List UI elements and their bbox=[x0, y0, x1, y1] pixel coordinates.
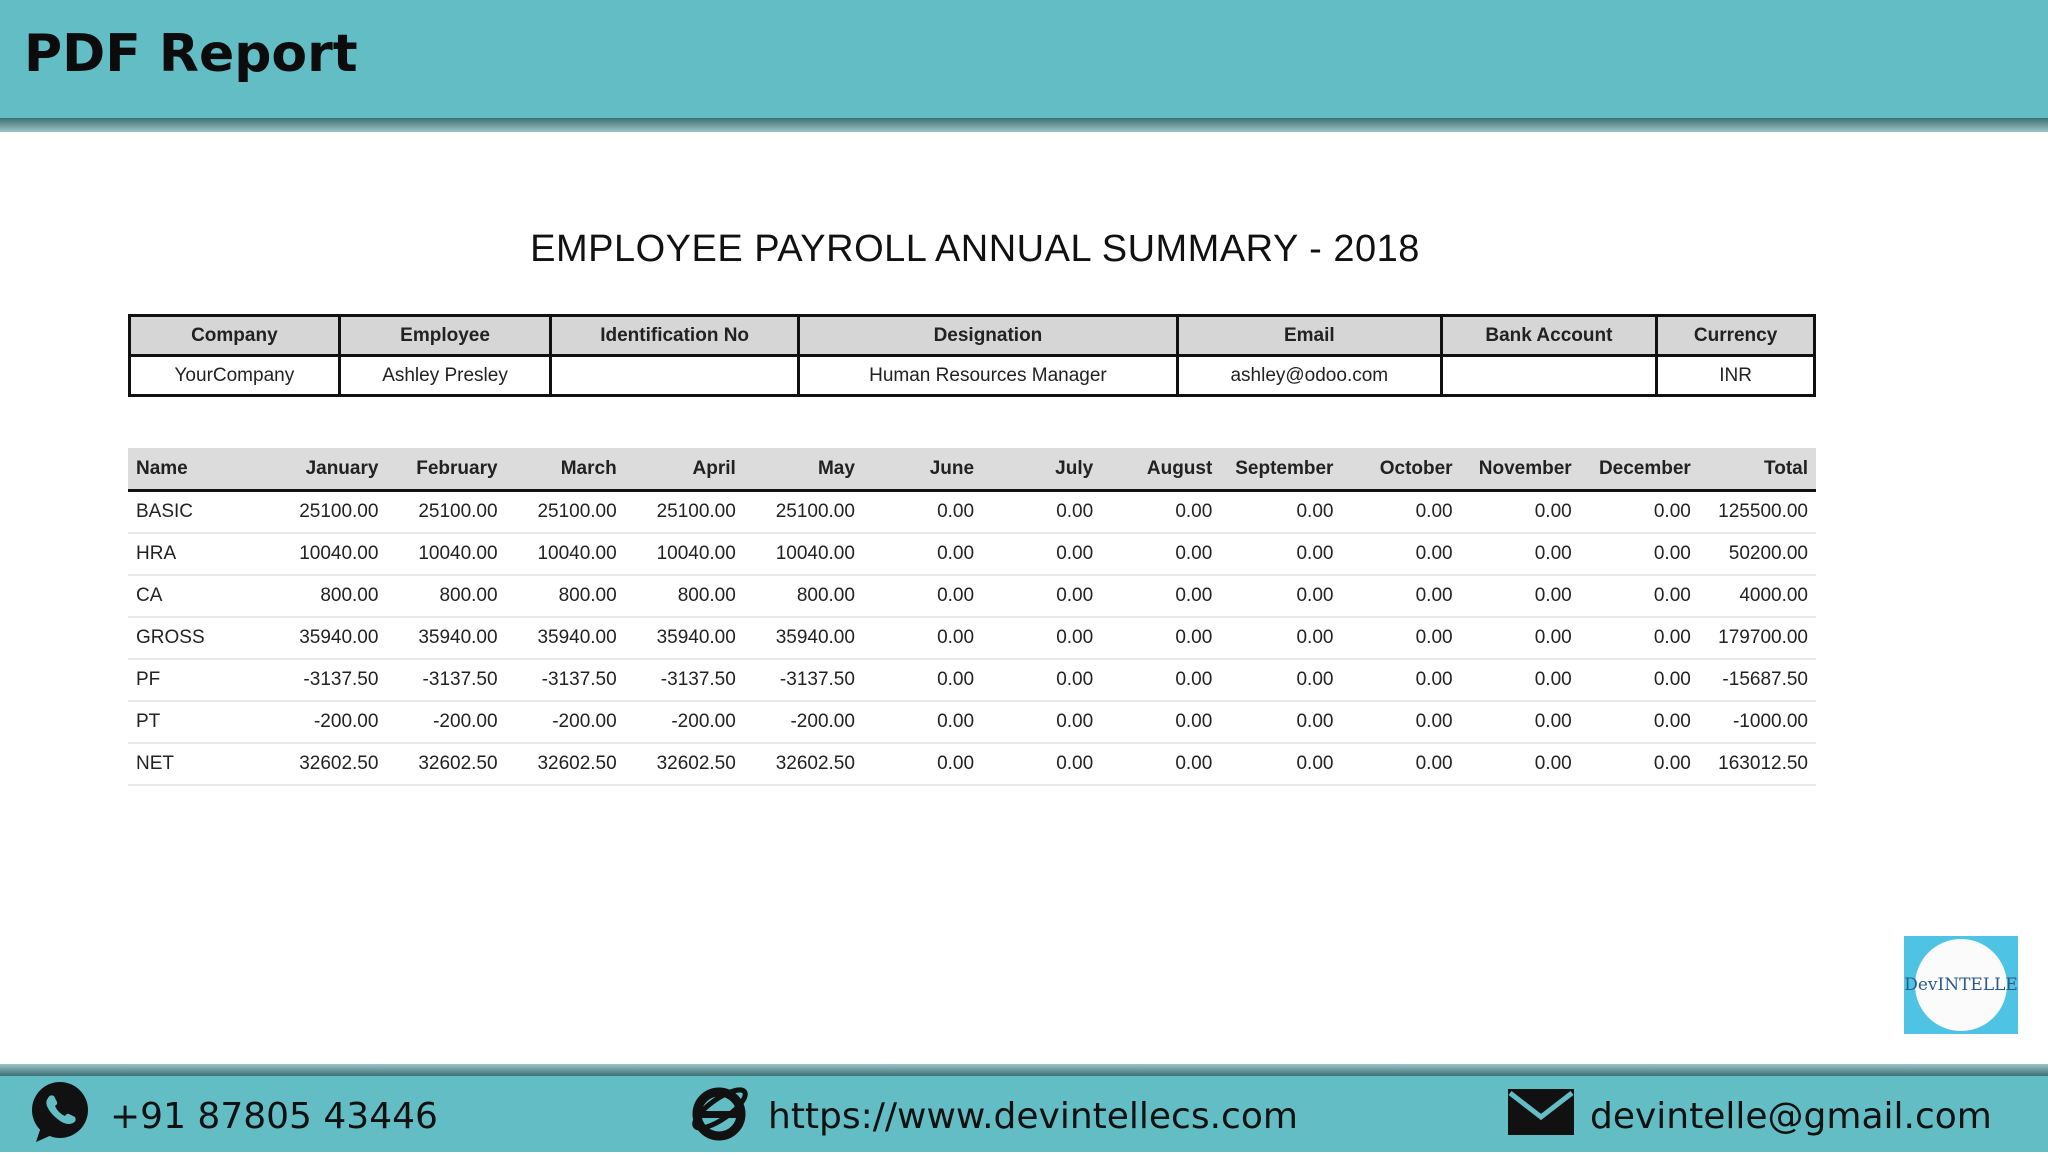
whatsapp-icon bbox=[26, 1078, 110, 1155]
summary-cell-october: 0.00 bbox=[1341, 533, 1460, 575]
envelope-icon bbox=[1508, 1085, 1590, 1148]
summary-cell-march: 800.00 bbox=[506, 575, 625, 617]
info-value-email: ashley@odoo.com bbox=[1177, 356, 1441, 396]
summary-cell-february: 25100.00 bbox=[386, 491, 505, 534]
summary-cell-name: NET bbox=[128, 743, 267, 785]
summary-cell-november: 0.00 bbox=[1461, 575, 1580, 617]
summary-header-december: December bbox=[1580, 448, 1699, 491]
top-banner-shadow bbox=[0, 118, 2048, 132]
summary-cell-april: 32602.50 bbox=[625, 743, 744, 785]
summary-cell-may: 10040.00 bbox=[744, 533, 863, 575]
summary-cell-january: -200.00 bbox=[267, 701, 386, 743]
summary-row-net bbox=[128, 743, 1816, 785]
summary-cell-name: PF bbox=[128, 659, 267, 701]
summary-cell-january: -3137.50 bbox=[267, 659, 386, 701]
summary-cell-name: PT bbox=[128, 701, 267, 743]
summary-cell-september: 0.00 bbox=[1220, 491, 1341, 534]
summary-cell-june: 0.00 bbox=[863, 575, 982, 617]
summary-cell-may: 800.00 bbox=[744, 575, 863, 617]
summary-cell-march: 10040.00 bbox=[506, 533, 625, 575]
summary-header-april: April bbox=[625, 448, 744, 491]
summary-cell-december: 0.00 bbox=[1580, 743, 1699, 785]
summary-cell-october: 0.00 bbox=[1341, 743, 1460, 785]
summary-cell-july: 0.00 bbox=[982, 743, 1101, 785]
info-value-employee: Ashley Presley bbox=[339, 356, 551, 396]
summary-row-pf bbox=[128, 659, 1816, 701]
summary-cell-total: 50200.00 bbox=[1699, 533, 1816, 575]
summary-row-gross bbox=[128, 617, 1816, 659]
summary-cell-name: CA bbox=[128, 575, 267, 617]
summary-cell-july: 0.00 bbox=[982, 575, 1101, 617]
summary-cell-october: 0.00 bbox=[1341, 491, 1460, 534]
summary-cell-september: 0.00 bbox=[1220, 701, 1341, 743]
summary-cell-february: -200.00 bbox=[386, 701, 505, 743]
summary-cell-total: 4000.00 bbox=[1699, 575, 1816, 617]
summary-cell-september: 0.00 bbox=[1220, 575, 1341, 617]
footer-email[interactable] bbox=[1508, 1086, 1992, 1146]
summary-cell-january: 32602.50 bbox=[267, 743, 386, 785]
summary-cell-september: 0.00 bbox=[1220, 659, 1341, 701]
summary-header-august: August bbox=[1101, 448, 1220, 491]
summary-cell-june: 0.00 bbox=[863, 743, 982, 785]
summary-cell-january: 10040.00 bbox=[267, 533, 386, 575]
summary-row-ca bbox=[128, 575, 1816, 617]
summary-cell-september: 0.00 bbox=[1220, 617, 1341, 659]
summary-cell-april: 10040.00 bbox=[625, 533, 744, 575]
summary-cell-november: 0.00 bbox=[1461, 743, 1580, 785]
website-link[interactable]: https://www.devintellecs.com bbox=[768, 1095, 1298, 1137]
summary-cell-august: 0.00 bbox=[1101, 701, 1220, 743]
summary-cell-april: -200.00 bbox=[625, 701, 744, 743]
info-header-currency: Currency bbox=[1657, 316, 1815, 356]
summary-header-february: February bbox=[386, 448, 505, 491]
summary-cell-february: 10040.00 bbox=[386, 533, 505, 575]
phone-number: +91 87805 43446 bbox=[110, 1095, 438, 1137]
devintelle-logo bbox=[1904, 936, 2018, 1034]
info-value-designation: Human Resources Manager bbox=[798, 356, 1177, 396]
summary-cell-october: 0.00 bbox=[1341, 617, 1460, 659]
summary-cell-july: 0.00 bbox=[982, 659, 1101, 701]
summary-cell-july: 0.00 bbox=[982, 491, 1101, 534]
info-header-email: Email bbox=[1177, 316, 1441, 356]
summary-cell-april: 800.00 bbox=[625, 575, 744, 617]
summary-header-july: July bbox=[982, 448, 1101, 491]
info-header-employee: Employee bbox=[339, 316, 551, 356]
summary-cell-december: 0.00 bbox=[1580, 533, 1699, 575]
summary-cell-total: 163012.50 bbox=[1699, 743, 1816, 785]
internet-explorer-icon bbox=[686, 1079, 768, 1154]
email-link[interactable]: devintelle@gmail.com bbox=[1590, 1095, 1992, 1137]
summary-cell-february: 35940.00 bbox=[386, 617, 505, 659]
summary-cell-name: BASIC bbox=[128, 491, 267, 534]
summary-cell-june: 0.00 bbox=[863, 533, 982, 575]
summary-cell-name: GROSS bbox=[128, 617, 267, 659]
summary-cell-august: 0.00 bbox=[1101, 575, 1220, 617]
summary-cell-may: 25100.00 bbox=[744, 491, 863, 534]
summary-cell-december: 0.00 bbox=[1580, 491, 1699, 534]
footer-website[interactable] bbox=[686, 1086, 1298, 1146]
info-value-row bbox=[130, 356, 1815, 396]
summary-cell-november: 0.00 bbox=[1461, 617, 1580, 659]
summary-cell-may: -200.00 bbox=[744, 701, 863, 743]
summary-cell-july: 0.00 bbox=[982, 533, 1101, 575]
summary-cell-november: 0.00 bbox=[1461, 491, 1580, 534]
summary-cell-december: 0.00 bbox=[1580, 701, 1699, 743]
summary-cell-august: 0.00 bbox=[1101, 659, 1220, 701]
report-title: EMPLOYEE PAYROLL ANNUAL SUMMARY - 2018 bbox=[530, 228, 1420, 270]
summary-cell-december: 0.00 bbox=[1580, 617, 1699, 659]
summary-cell-february: -3137.50 bbox=[386, 659, 505, 701]
summary-cell-total: -15687.50 bbox=[1699, 659, 1816, 701]
summary-cell-may: -3137.50 bbox=[744, 659, 863, 701]
info-header-identification-no: Identification No bbox=[551, 316, 799, 356]
summary-header-row bbox=[128, 448, 1816, 491]
summary-cell-december: 0.00 bbox=[1580, 659, 1699, 701]
info-header-bank-account: Bank Account bbox=[1441, 316, 1657, 356]
summary-cell-june: 0.00 bbox=[863, 701, 982, 743]
summary-cell-august: 0.00 bbox=[1101, 533, 1220, 575]
summary-cell-september: 0.00 bbox=[1220, 743, 1341, 785]
summary-cell-total: 125500.00 bbox=[1699, 491, 1816, 534]
employee-info-table bbox=[128, 314, 1816, 397]
summary-cell-total: 179700.00 bbox=[1699, 617, 1816, 659]
summary-header-name: Name bbox=[128, 448, 267, 491]
summary-cell-january: 25100.00 bbox=[267, 491, 386, 534]
summary-row-pt bbox=[128, 701, 1816, 743]
summary-cell-march: -3137.50 bbox=[506, 659, 625, 701]
footer-phone bbox=[26, 1086, 438, 1146]
summary-cell-july: 0.00 bbox=[982, 617, 1101, 659]
summary-header-total: Total bbox=[1699, 448, 1816, 491]
summary-cell-may: 32602.50 bbox=[744, 743, 863, 785]
info-value-bank-account bbox=[1441, 356, 1657, 396]
summary-header-june: June bbox=[863, 448, 982, 491]
info-header-designation: Designation bbox=[798, 316, 1177, 356]
summary-cell-total: -1000.00 bbox=[1699, 701, 1816, 743]
info-header-company: Company bbox=[130, 316, 340, 356]
summary-cell-june: 0.00 bbox=[863, 491, 982, 534]
summary-cell-february: 32602.50 bbox=[386, 743, 505, 785]
summary-cell-april: 25100.00 bbox=[625, 491, 744, 534]
summary-header-may: May bbox=[744, 448, 863, 491]
summary-cell-november: 0.00 bbox=[1461, 533, 1580, 575]
summary-cell-january: 800.00 bbox=[267, 575, 386, 617]
summary-header-november: November bbox=[1461, 448, 1580, 491]
info-header-row bbox=[130, 316, 1815, 356]
summary-cell-july: 0.00 bbox=[982, 701, 1101, 743]
summary-cell-august: 0.00 bbox=[1101, 617, 1220, 659]
summary-cell-august: 0.00 bbox=[1101, 491, 1220, 534]
info-value-identification-no bbox=[551, 356, 799, 396]
payroll-summary-table bbox=[128, 448, 1816, 786]
summary-cell-august: 0.00 bbox=[1101, 743, 1220, 785]
summary-cell-february: 800.00 bbox=[386, 575, 505, 617]
summary-cell-november: 0.00 bbox=[1461, 659, 1580, 701]
summary-body bbox=[128, 491, 1816, 786]
summary-cell-january: 35940.00 bbox=[267, 617, 386, 659]
summary-header-january: January bbox=[267, 448, 386, 491]
summary-cell-november: 0.00 bbox=[1461, 701, 1580, 743]
summary-cell-march: 25100.00 bbox=[506, 491, 625, 534]
info-value-currency: INR bbox=[1657, 356, 1815, 396]
summary-cell-december: 0.00 bbox=[1580, 575, 1699, 617]
summary-header-october: October bbox=[1341, 448, 1460, 491]
footer-shadow bbox=[0, 1064, 2048, 1076]
logo-text: DevINTELLE bbox=[1915, 939, 2007, 1031]
summary-cell-june: 0.00 bbox=[863, 659, 982, 701]
summary-cell-april: -3137.50 bbox=[625, 659, 744, 701]
summary-cell-october: 0.00 bbox=[1341, 659, 1460, 701]
summary-cell-may: 35940.00 bbox=[744, 617, 863, 659]
summary-cell-october: 0.00 bbox=[1341, 575, 1460, 617]
summary-cell-september: 0.00 bbox=[1220, 533, 1341, 575]
info-value-company: YourCompany bbox=[130, 356, 340, 396]
summary-header-september: September bbox=[1220, 448, 1341, 491]
summary-header-march: March bbox=[506, 448, 625, 491]
summary-cell-june: 0.00 bbox=[863, 617, 982, 659]
summary-cell-april: 35940.00 bbox=[625, 617, 744, 659]
slide-title: PDF Report bbox=[24, 24, 358, 84]
summary-row-basic bbox=[128, 491, 1816, 534]
summary-cell-october: 0.00 bbox=[1341, 701, 1460, 743]
summary-cell-march: -200.00 bbox=[506, 701, 625, 743]
summary-row-hra bbox=[128, 533, 1816, 575]
summary-cell-march: 35940.00 bbox=[506, 617, 625, 659]
summary-cell-name: HRA bbox=[128, 533, 267, 575]
summary-cell-march: 32602.50 bbox=[506, 743, 625, 785]
